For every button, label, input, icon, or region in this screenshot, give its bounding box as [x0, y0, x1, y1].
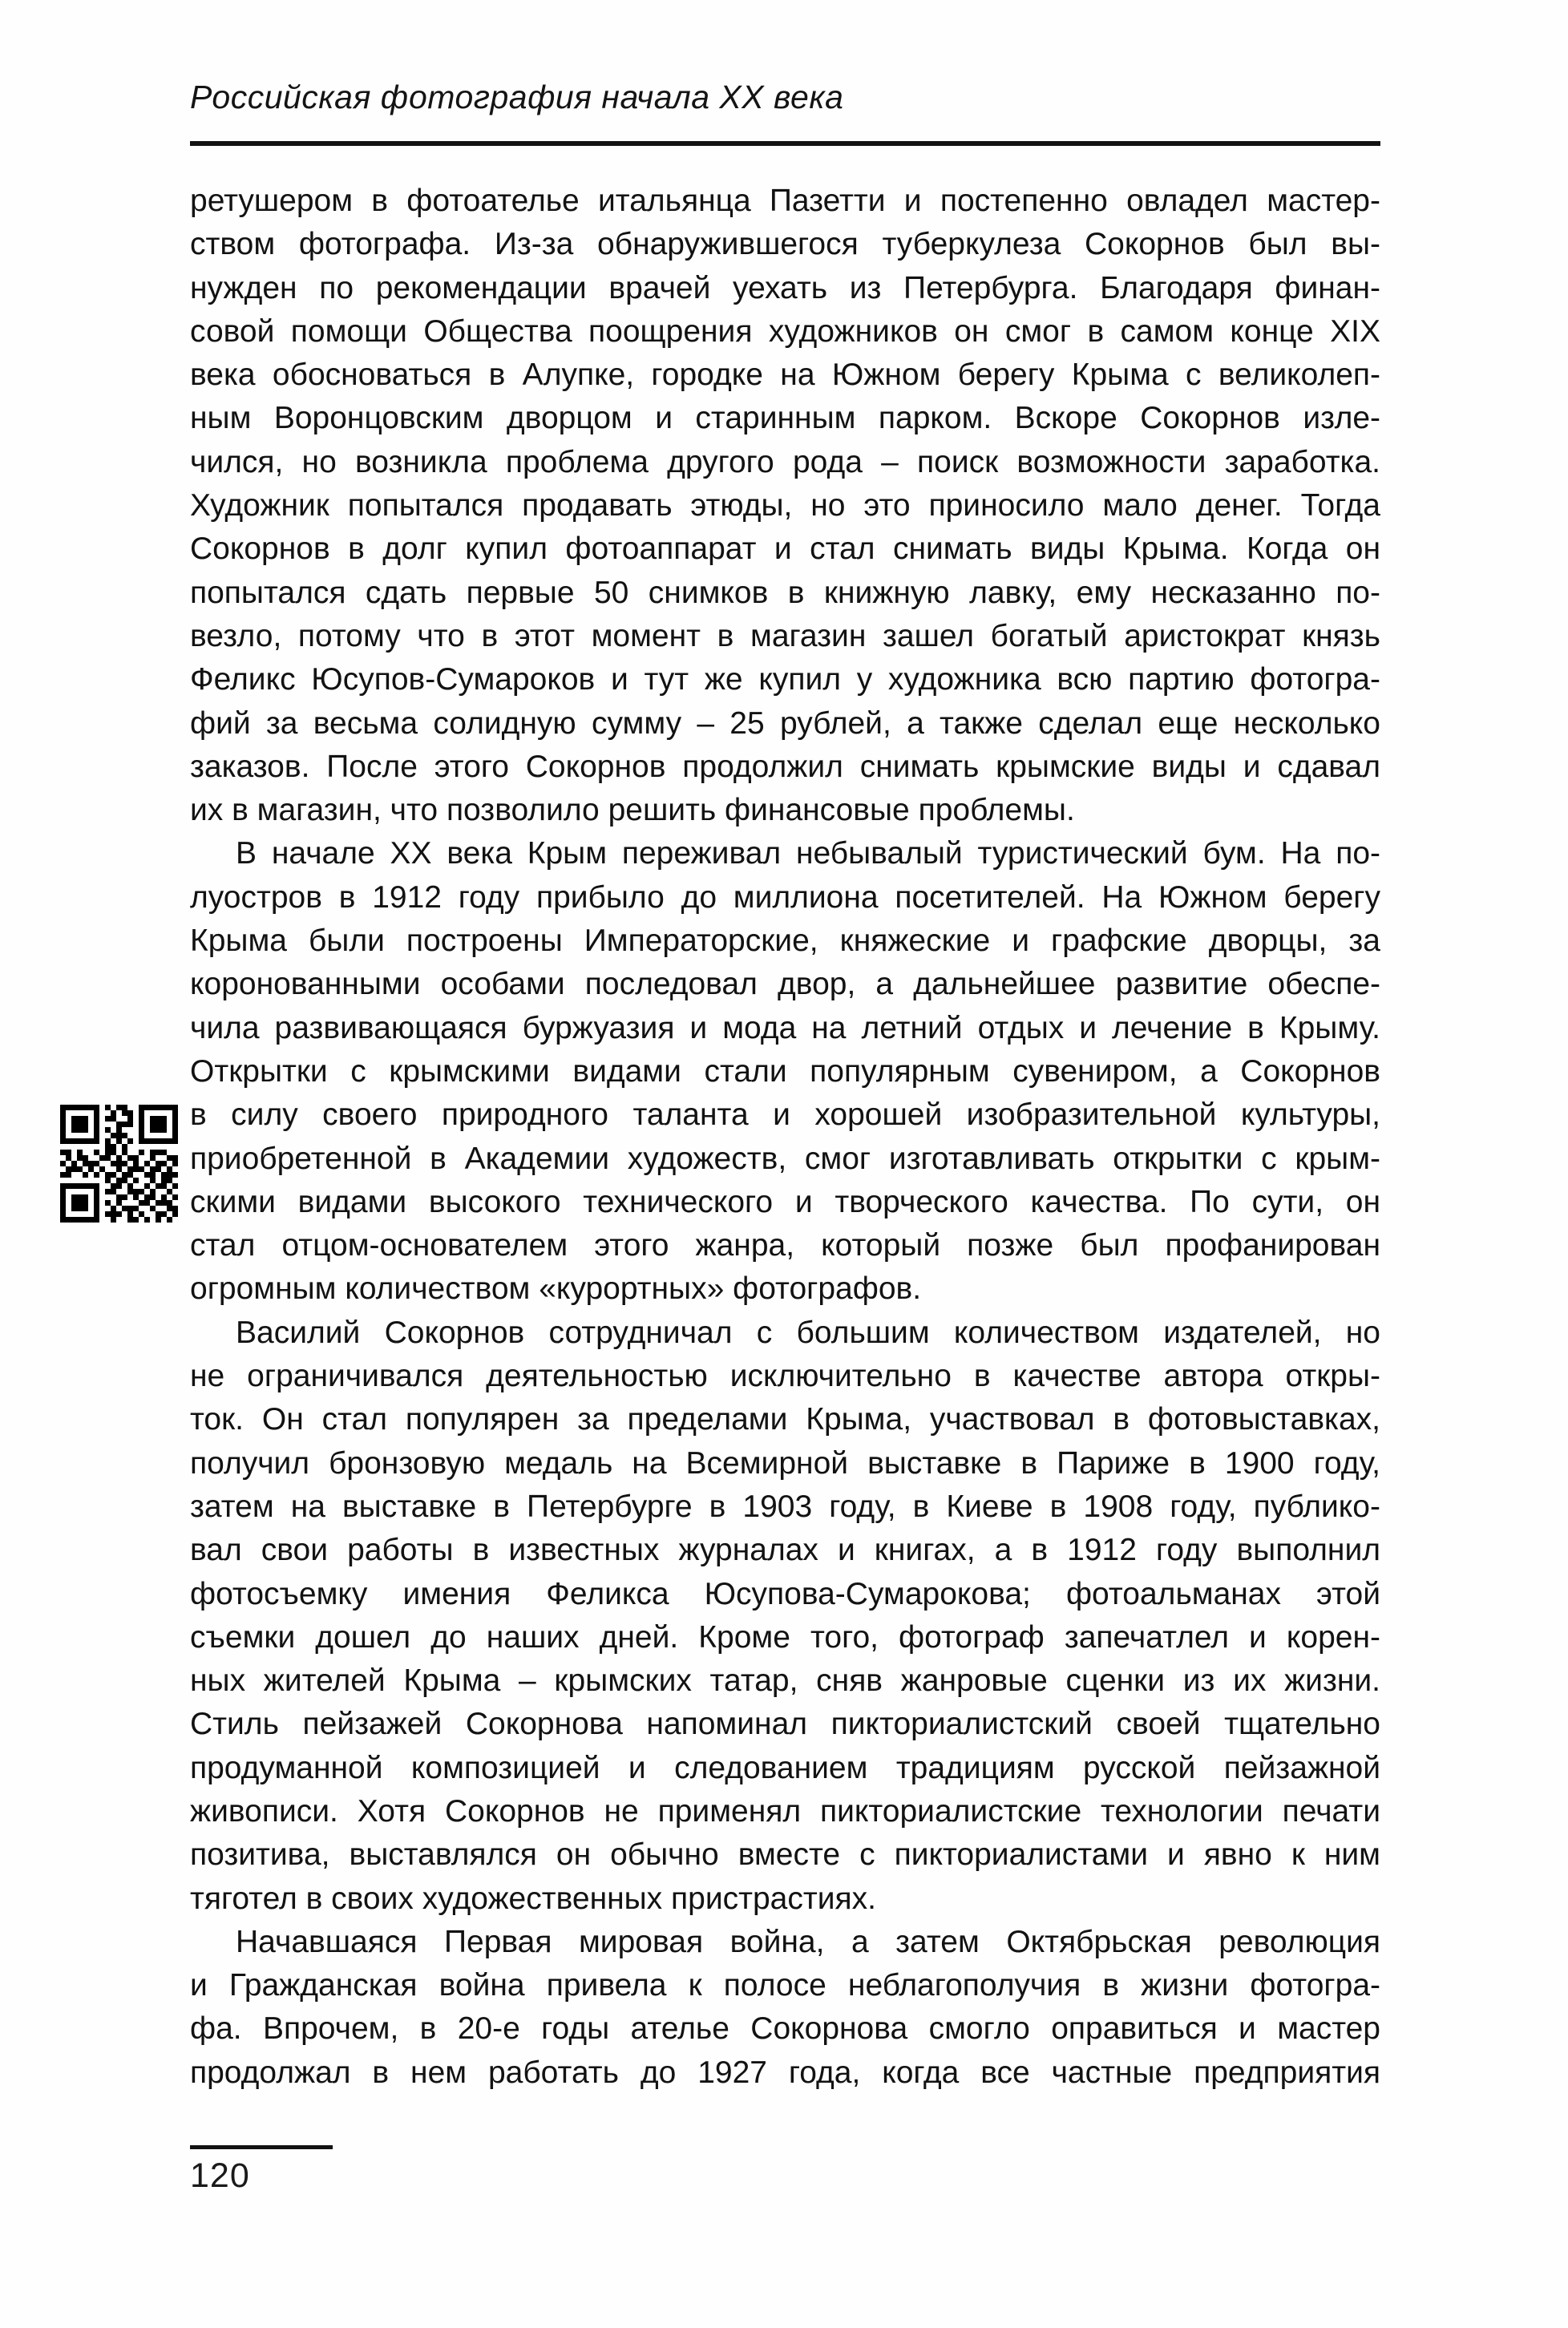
text-line: живописи. Хотя Сокорнов не применял пикториалистские технологии печати [190, 1793, 1380, 1829]
text-line: продуманной композицией и следованием традициям русской пейзажной [190, 1750, 1380, 1785]
running-header-title: Российская фотография начала XX века [190, 79, 844, 115]
text-line: позитива, выставлялся он обычно вместе с пикториалистами и явно к ним [190, 1837, 1380, 1873]
qr-code-icon [60, 1105, 178, 1223]
text-line: фий за весьма солидную сумму – 25 рублей, а также сделал еще несколько [190, 705, 1380, 741]
text-line: вал свои работы в известных журналах и книгах, а в 1912 году выполнил [190, 1533, 1380, 1568]
text-line: Стиль пейзажей Сокорнова напоминал пикториалистский своей тщательно [190, 1707, 1380, 1742]
text-line: Крыма были построены Императорские, княжеские и графские дворцы, за [190, 924, 1380, 959]
text-line: получил бронзовую медаль на Всемирной выставке в Париже в 1900 году, [190, 1445, 1380, 1481]
text-line: ных жителей Крыма – крымских татар, сняв жанровые сценки из их жизни. [190, 1663, 1380, 1699]
text-line: нужден по рекомендации врачей уехать из Петербурга. Благодаря финан- [190, 270, 1380, 305]
page-number: 120 [190, 2156, 250, 2195]
text-line: фа. Впрочем, в 20-е годы ателье Сокорнова смогло оправиться и мастер [190, 2011, 1380, 2047]
text-line: Сокорнов в долг купил фотоаппарат и стал снимать виды Крыма. Когда он [190, 531, 1380, 567]
text-line: Начавшаяся Первая мировая война, а затем Октябрьская революция [236, 1924, 1380, 1959]
text-line: луостров в 1912 году прибыло до миллиона посетителей. На Южном берегу [190, 879, 1380, 915]
text-line: продолжал в нем работать до 1927 года, когда все частные предприятия [190, 2055, 1380, 2090]
footer-rule [190, 2145, 333, 2149]
text-line: их в магазин, что позволило решить финансовые проблемы. [190, 793, 1075, 828]
text-line: в силу своего природного таланта и хорошей изобразительной культуры, [190, 1097, 1380, 1133]
text-line: тяготел в своих художественных пристрастиях. [190, 1881, 876, 1916]
text-line: Василий Сокорнов сотрудничал с большим количеством издателей, но [236, 1315, 1380, 1350]
text-line: приобретенной в Академии художеств, смог изготавливать открытки с крым- [190, 1141, 1380, 1176]
text-line: Художник попытался продавать этюды, но это приносило мало денег. Тогда [190, 488, 1380, 523]
body-text [190, 180, 1380, 2095]
text-line: ным Воронцовским дворцом и старинным парком. Вскоре Сокорнов изле- [190, 401, 1380, 436]
text-line: фотосъемку имения Феликса Юсупова-Сумарокова; фотоальманах этой [190, 1576, 1380, 1611]
text-line: съемки дошел до наших дней. Кроме того, фотограф запечатлел и корен- [190, 1619, 1380, 1655]
text-line: попытался сдать первые 50 снимков в книжную лавку, ему несказанно по- [190, 575, 1380, 610]
text-line: заказов. После этого Сокорнов продолжил снимать крымские виды и сдавал [190, 749, 1380, 784]
text-line: огромным количеством «курортных» фотографов. [190, 1271, 922, 1307]
text-line: совой помощи Общества поощрения художников он смог в самом конце XIX [190, 313, 1380, 349]
text-line: ретушером в фотоателье итальянца Пазетти и постепенно овладел мастер- [190, 184, 1380, 218]
text-line: коронованными особами последовал двор, а дальнейшее развитие обеспе- [190, 967, 1380, 1002]
text-line: и Гражданская война привела к полосе неблагополучия в жизни фотогра- [190, 1968, 1380, 2003]
text-line: затем на выставке в Петербурге в 1903 году, в Киеве в 1908 году, публико- [190, 1489, 1380, 1524]
text-line: чился, но возникла проблема другого рода – поиск возможности заработка. [190, 444, 1380, 479]
text-line: ток. Он стал популярен за пределами Крыма, участвовал в фотовыставках, [190, 1402, 1380, 1437]
text-line: века обосноваться в Алупке, городке на Южном берегу Крыма с великолеп- [190, 358, 1380, 393]
header-rule [190, 141, 1380, 146]
text-line: ством фотографа. Из-за обнаружившегося туберкулеза Сокорнов был вы- [190, 227, 1380, 262]
text-line: везло, потому что в этот момент в магазин зашел богатый аристократ князь [190, 618, 1380, 653]
text-line: В начале XX века Крым переживал небывалый туристический бум. На по- [236, 836, 1380, 871]
text-line: стал отцом-основателем этого жанра, который позже был профанирован [190, 1228, 1380, 1263]
text-line: скими видами высокого технического и творческого качества. По сути, он [190, 1184, 1380, 1219]
text-line: чила развивающаяся буржуазия и мода на летний отдых и лечение в Крыму. [190, 1010, 1380, 1045]
text-line: не ограничивался деятельностью исключительно в качестве автора откры- [190, 1359, 1380, 1394]
text-line: Феликс Юсупов-Сумароков и тут же купил у художника всю партию фотогра- [190, 662, 1380, 697]
text-line: Открытки с крымскими видами стали популярным сувениром, а Сокорнов [190, 1053, 1380, 1089]
